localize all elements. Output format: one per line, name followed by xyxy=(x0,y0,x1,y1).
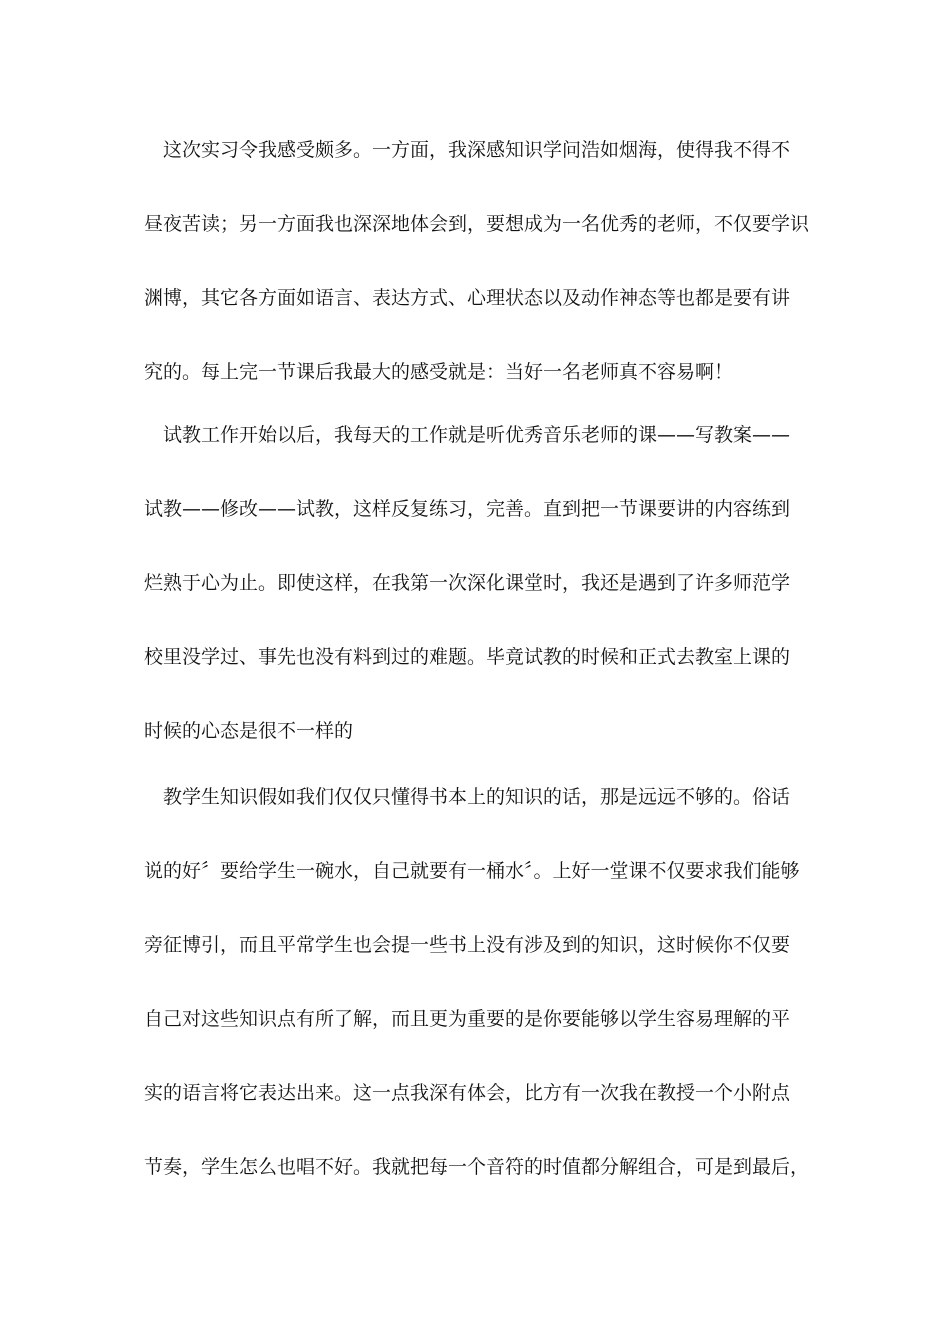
text-line: 说的好〞要给学生一碗水，自己就要有一桶水〞。上好一堂课不仅要求我们能够 xyxy=(144,860,800,882)
text-line: 节奏，学生怎么也唱不好。我就把每一个音符的时值都分解组合，可是到最后， xyxy=(144,1156,810,1178)
text-line: 昼夜苦读；另一方面我也深深地体会到，要想成为一名优秀的老师，不仅要学识 xyxy=(144,213,810,235)
text-line: 时候的心态是很不一样的 xyxy=(144,720,354,742)
text-line: 烂熟于心为止。即使这样，在我第一次深化课堂时，我还是遇到了许多师范学 xyxy=(144,572,791,594)
text-line: 实的语言将它表达出来。这一点我深有体会，比方有一次我在教授一个小附点 xyxy=(144,1082,791,1104)
text-line: 试教——修改——试教，这样反复练习，完善。直到把一节课要讲的内容练到 xyxy=(144,498,791,520)
text-line: 自己对这些知识点有所了解，而且更为重要的是你要能够以学生容易理解的平 xyxy=(144,1008,791,1030)
text-line: 这次实习令我感受颇多。一方面，我深感知识学问浩如烟海，使得我不得不 xyxy=(144,139,791,161)
text-line: 究的。每上完一节课后我最大的感受就是：当好一名老师真不容易啊！ xyxy=(144,361,734,383)
text-line: 试教工作开始以后，我每天的工作就是听优秀音乐老师的课——写教案—— xyxy=(144,424,791,446)
text-line: 教学生知识假如我们仅仅只懂得书本上的知识的话，那是远远不够的。俗话 xyxy=(144,786,791,808)
text-line: 渊博，其它各方面如语言、表达方式、心理状态以及动作神态等也都是要有讲 xyxy=(144,287,791,309)
text-line: 旁征博引，而且平常学生也会提一些书上没有涉及到的知识，这时候你不仅要 xyxy=(144,934,791,956)
text-line: 校里没学过、事先也没有料到过的难题。毕竟试教的时候和正式去教室上课的 xyxy=(144,646,791,668)
